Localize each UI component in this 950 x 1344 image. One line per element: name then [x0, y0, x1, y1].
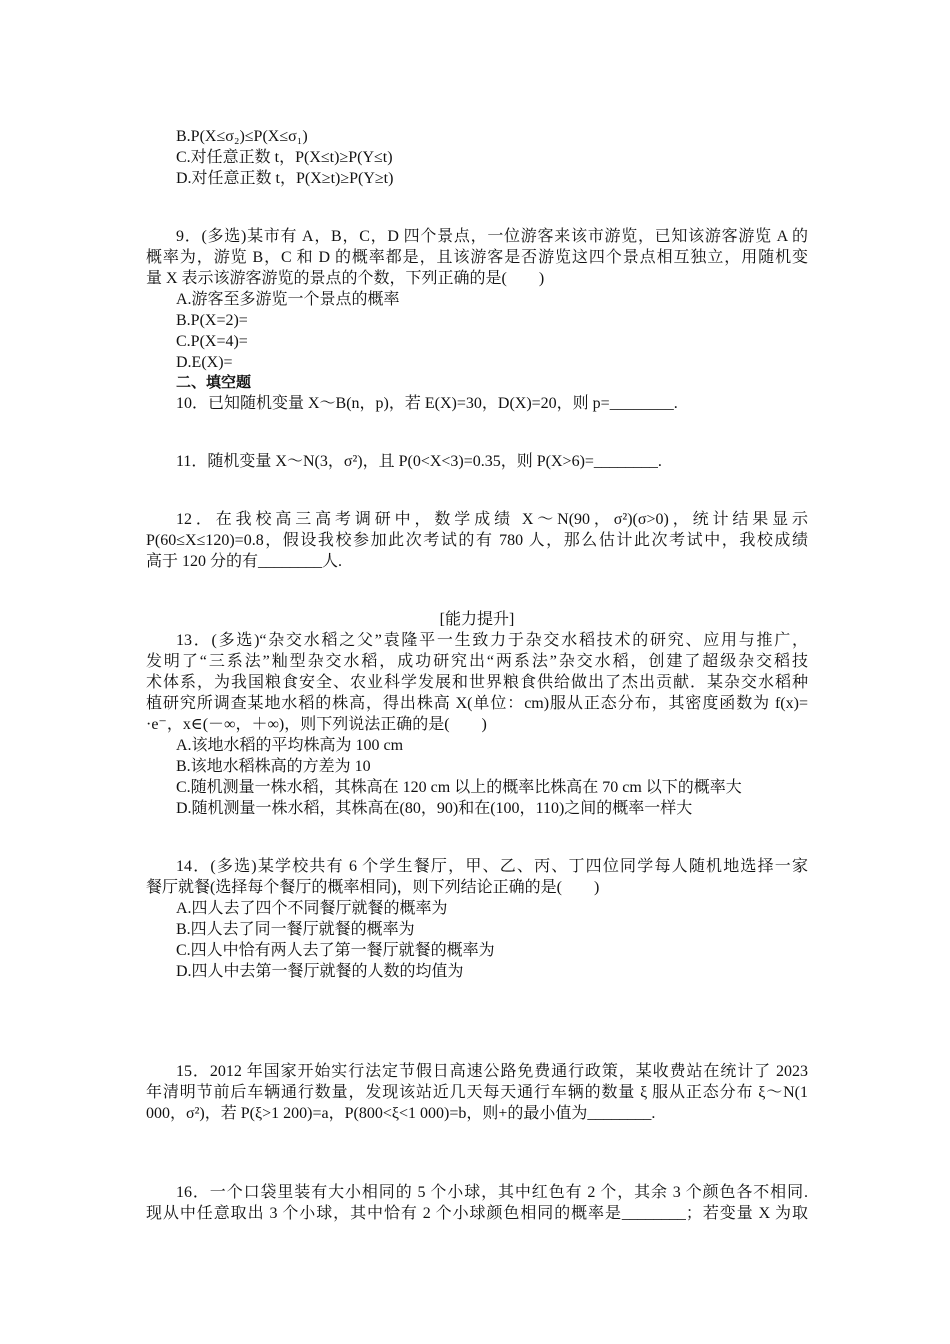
q13-option-c: C.随机测量一株水稻，其株高在 120 cm 以上的概率比株高在 70 cm 以下的概率大 [176, 779, 742, 796]
q8-option-d: D.对任意正数 t，P(X≥t)≥P(Y≥t) [176, 170, 394, 187]
q15-stem-line1: 15．2012 年国家开始实行法定节假日高速公路免费通行政策，某收费站在统计了 2023 [176, 1063, 808, 1080]
q9-stem-line3: 量 X 表示该游客游览的景点的个数，下列正确的是( ) [146, 270, 545, 287]
q11-text: 11．随机变量 X～N(3，σ²)，且 P(0<X<3)=0.35，则 P(X>6)=________. [176, 453, 662, 470]
q8-option-b: B.P(X≤σ₂)≤P(X≤σ₁) [176, 128, 308, 145]
q12-stem-line1: 12．在我校高三高考调研中，数学成绩 X～N(90，σ²)(σ>0)，统计结果显示 [176, 511, 808, 528]
q12-stem-line3: 高于 120 分的有________人. [146, 553, 343, 570]
q13-stem-line4: 植研究所调查某地水稻的株高，得出株高 X(单位：cm)服从正态分布，其密度函数为 f(x)= [146, 695, 808, 712]
q14-option-b: B.四人去了同一餐厅就餐的概率为 [176, 921, 415, 938]
q9-option-c: C.P(X=4)= [176, 333, 248, 350]
q9-option-a: A.游客至多游览一个景点的概率 [176, 291, 400, 308]
q16-stem-line2: 现从中任意取出 3 个小球，其中恰有 2 个小球颜色相同的概率是________；若变量 X 为取 [146, 1205, 808, 1222]
q14-stem-line1: 14．(多选)某学校共有 6 个学生餐厅，甲、乙、丙、丁四位同学每人随机地选择一家 [176, 858, 808, 875]
q14-option-c: C.四人中恰有两人去了第一餐厅就餐的概率为 [176, 942, 495, 959]
q9-option-d: D.E(X)= [176, 354, 233, 371]
q13-option-d: D.随机测量一株水稻，其株高在(80，90)和在(100，110)之间的概率一样大 [176, 800, 693, 817]
q8-option-c: C.对任意正数 t，P(X≤t)≥P(Y≤t) [176, 149, 393, 166]
q14-stem-line2: 餐厅就餐(选择每个餐厅的概率相同)，则下列结论正确的是( ) [146, 879, 600, 896]
section-heading-ability: [能力提升] [439, 611, 515, 628]
section-heading-fill-in: 二、填空题 [176, 373, 252, 391]
q12-stem-line2: P(60≤X≤120)=0.8，假设我校参加此次考试的有 780 人，那么估计此次考试中，我校成绩 [146, 532, 808, 549]
q13-stem-line3: 术体系，为我国粮食安全、农业科学发展和世界粮食供给做出了杰出贡献．某杂交水稻种 [146, 674, 808, 691]
q15-stem-line3: 000，σ²)，若 P(ξ>1 200)=a，P(800<ξ<1 000)=b，则+的最小值为________. [146, 1105, 656, 1122]
q9-stem-line2: 概率为，游览 B，C 和 D 的概率都是，且该游客是否游览这四个景点相互独立，用随机变 [146, 249, 808, 266]
q15-stem-line2: 年清明节前后车辆通行数量，发现该站近几天每天通行车辆的数量 ξ 服从正态分布 ξ～N(1 [146, 1084, 808, 1101]
q13-option-b: B.该地水稻株高的方差为 10 [176, 758, 371, 775]
q13-stem-line2: 发明了“三系法”籼型杂交水稻，成功研究出“两系法”杂交水稻，创建了超级杂交稻技 [146, 653, 808, 670]
q16-stem-line1: 16．一个口袋里装有大小相同的 5 个小球，其中红色有 2 个，其余 3 个颜色各不相同. [176, 1184, 808, 1201]
q13-stem-line1: 13．(多选)“杂交水稻之父”袁隆平一生致力于杂交水稻技术的研究、应用与推广， [176, 632, 808, 649]
q13-stem-line5: ·e⁻，x∈(－∞，＋∞)，则下列说法正确的是( ) [146, 716, 487, 733]
q9-stem-line1: 9．(多选)某市有 A，B，C，D 四个景点，一位游客来该市游览，已知该游客游览 A 的 [176, 228, 808, 245]
q13-option-a: A.该地水稻的平均株高为 100 cm [176, 737, 404, 754]
q14-option-a: A.四人去了四个不同餐厅就餐的概率为 [176, 900, 448, 917]
q9-option-b: B.P(X=2)= [176, 312, 248, 329]
q10-text: 10．已知随机变量 X～B(n，p)，若 E(X)=30，D(X)=20，则 p=________. [176, 395, 678, 412]
q14-option-d: D.四人中去第一餐厅就餐的人数的均值为 [176, 963, 464, 980]
